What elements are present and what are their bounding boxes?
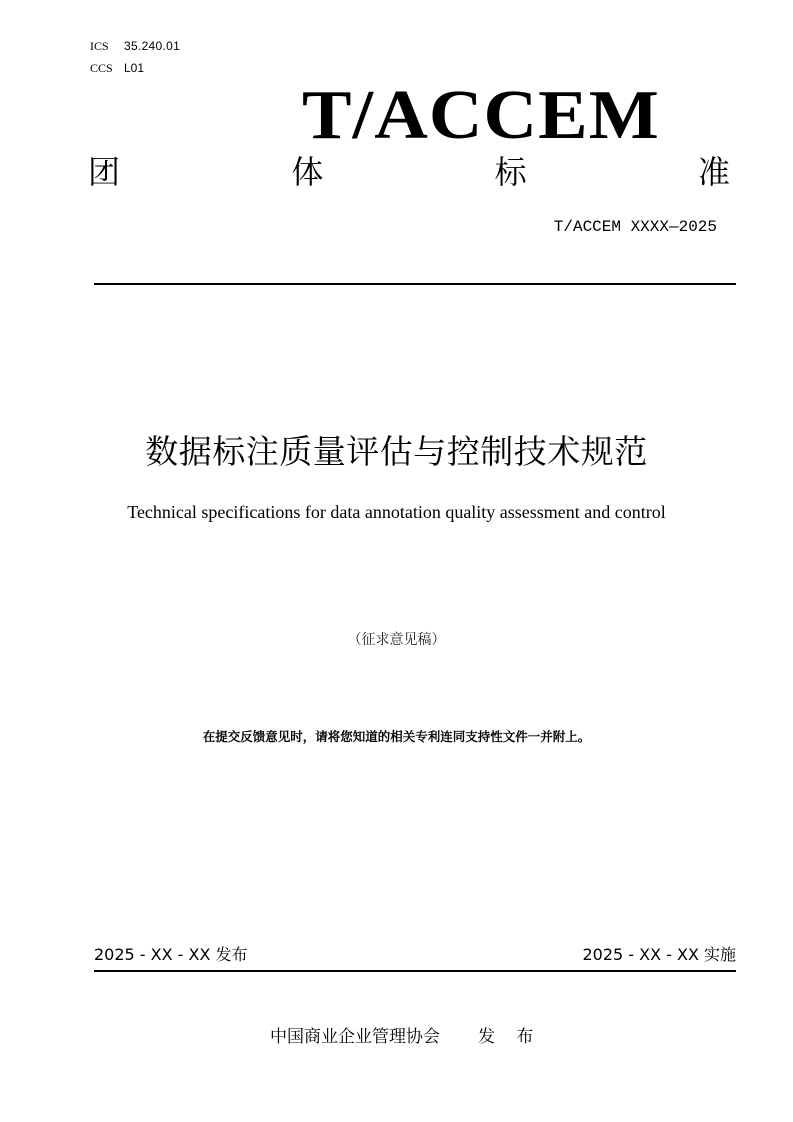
ccs-label: CCS [90, 61, 113, 75]
publisher-action: 发 布 [478, 1027, 542, 1047]
ccs-code [90, 60, 144, 76]
ics-label: ICS [90, 39, 109, 53]
publisher-line [270, 1025, 541, 1049]
standard-type-char: 团 [88, 153, 121, 191]
publish-date: 2025 - XX - XX 发布 [94, 945, 248, 964]
top-divider [94, 283, 736, 285]
ccs-value: L01 [124, 61, 145, 75]
standard-type-char: 准 [697, 153, 730, 191]
standard-type-char: 标 [494, 153, 527, 191]
document-number: T/ACCEM XXXX—2025 [553, 218, 717, 236]
standard-type-heading [88, 150, 730, 194]
draft-status: （征求意见稿） [347, 632, 446, 648]
ics-code [90, 38, 180, 54]
patent-notice: 在提交反馈意见时，请将您知道的相关专利连同支持性文件一并附上。 [202, 729, 591, 744]
implement-date: 2025 - XX - XX 实施 [582, 945, 736, 964]
publisher-organization: 中国商业企业管理协会 [270, 1027, 440, 1047]
bottom-divider [94, 970, 736, 972]
standard-type-char: 体 [291, 153, 324, 191]
document-title-english: Technical specifications for data annotation quality assessment and control [127, 502, 666, 522]
ics-value: 35.240.01 [124, 39, 181, 53]
standard-brand-logo: T/ACCEM [302, 77, 660, 154]
document-title-chinese: 数据标注质量评估与控制技术规范 [145, 432, 648, 471]
